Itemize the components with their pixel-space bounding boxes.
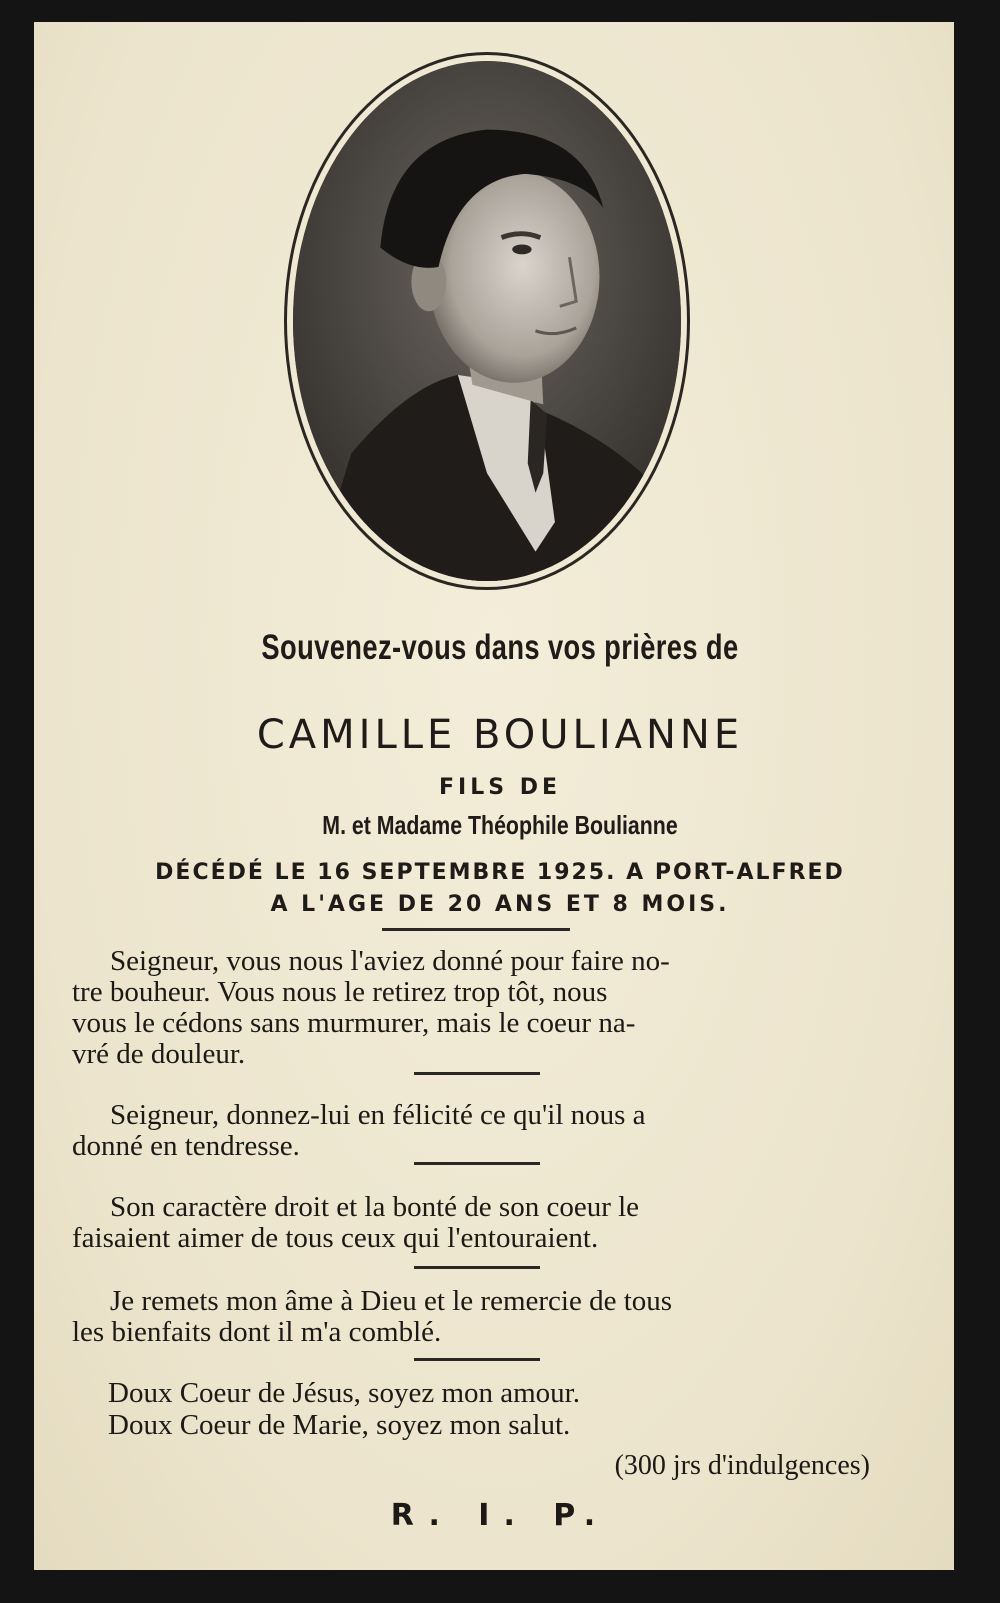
portrait-oval-frame: [284, 52, 690, 590]
paragraph-line: faisaient aimer de tous ceux qui l'entouraient.: [72, 1222, 599, 1254]
paragraph-line: les bienfaits dont il m'a comblé.: [72, 1316, 442, 1348]
death-date-place: DÉCÉDÉ LE 16 SEPTEMBRE 1925. A PORT-ALFRED: [155, 860, 845, 885]
card-heading: Souvenez-vous dans vos prières de: [261, 628, 739, 667]
fils-de-label: FILS DE: [438, 775, 562, 800]
indulgences-note: (300 jrs d'indulgences): [614, 1450, 870, 1481]
divider: [414, 1162, 540, 1165]
prayer-marie: Doux Coeur de Marie, soyez mon salut.: [108, 1409, 571, 1441]
rip-text: R. I. P.: [390, 1498, 610, 1533]
paragraph-3: [72, 1192, 884, 1254]
death-age: A L'AGE DE 20 ANS ET 8 MOIS.: [270, 892, 730, 917]
parents-names: M. et Madame Théophile Boulianne: [322, 810, 678, 840]
paragraph-line: Son caractère droit et la bonté de son coeur le: [110, 1191, 640, 1223]
divider: [414, 1266, 540, 1269]
divider: [382, 928, 570, 931]
paragraph-2: [72, 1100, 884, 1162]
paragraph-line: Seigneur, vous nous l'aviez donné pour faire no-: [110, 945, 670, 977]
portrait-photo-image: [293, 61, 681, 581]
paragraph-line: vré de douleur.: [72, 1038, 246, 1070]
prayer-jesus: Doux Coeur de Jésus, soyez mon amour.: [108, 1377, 580, 1409]
paragraph-1: [72, 946, 884, 1070]
paragraph-line: Seigneur, donnez-lui en félicité ce qu'il nous a: [110, 1099, 646, 1131]
paragraph-line: donné en tendresse.: [72, 1130, 300, 1162]
deceased-name: CAMILLE BOULIANNE: [256, 712, 744, 758]
paragraph-line: vous le cédons sans murmurer, mais le coeur na-: [72, 1007, 636, 1039]
portrait-photo: [293, 61, 681, 581]
divider: [414, 1358, 540, 1361]
paragraph-line: tre bouheur. Vous nous le retirez trop tôt, nous: [72, 976, 608, 1008]
paragraph-4: [72, 1286, 884, 1348]
paragraph-line: Je remets mon âme à Dieu et le remercie de tous: [110, 1285, 673, 1317]
divider: [414, 1072, 540, 1075]
